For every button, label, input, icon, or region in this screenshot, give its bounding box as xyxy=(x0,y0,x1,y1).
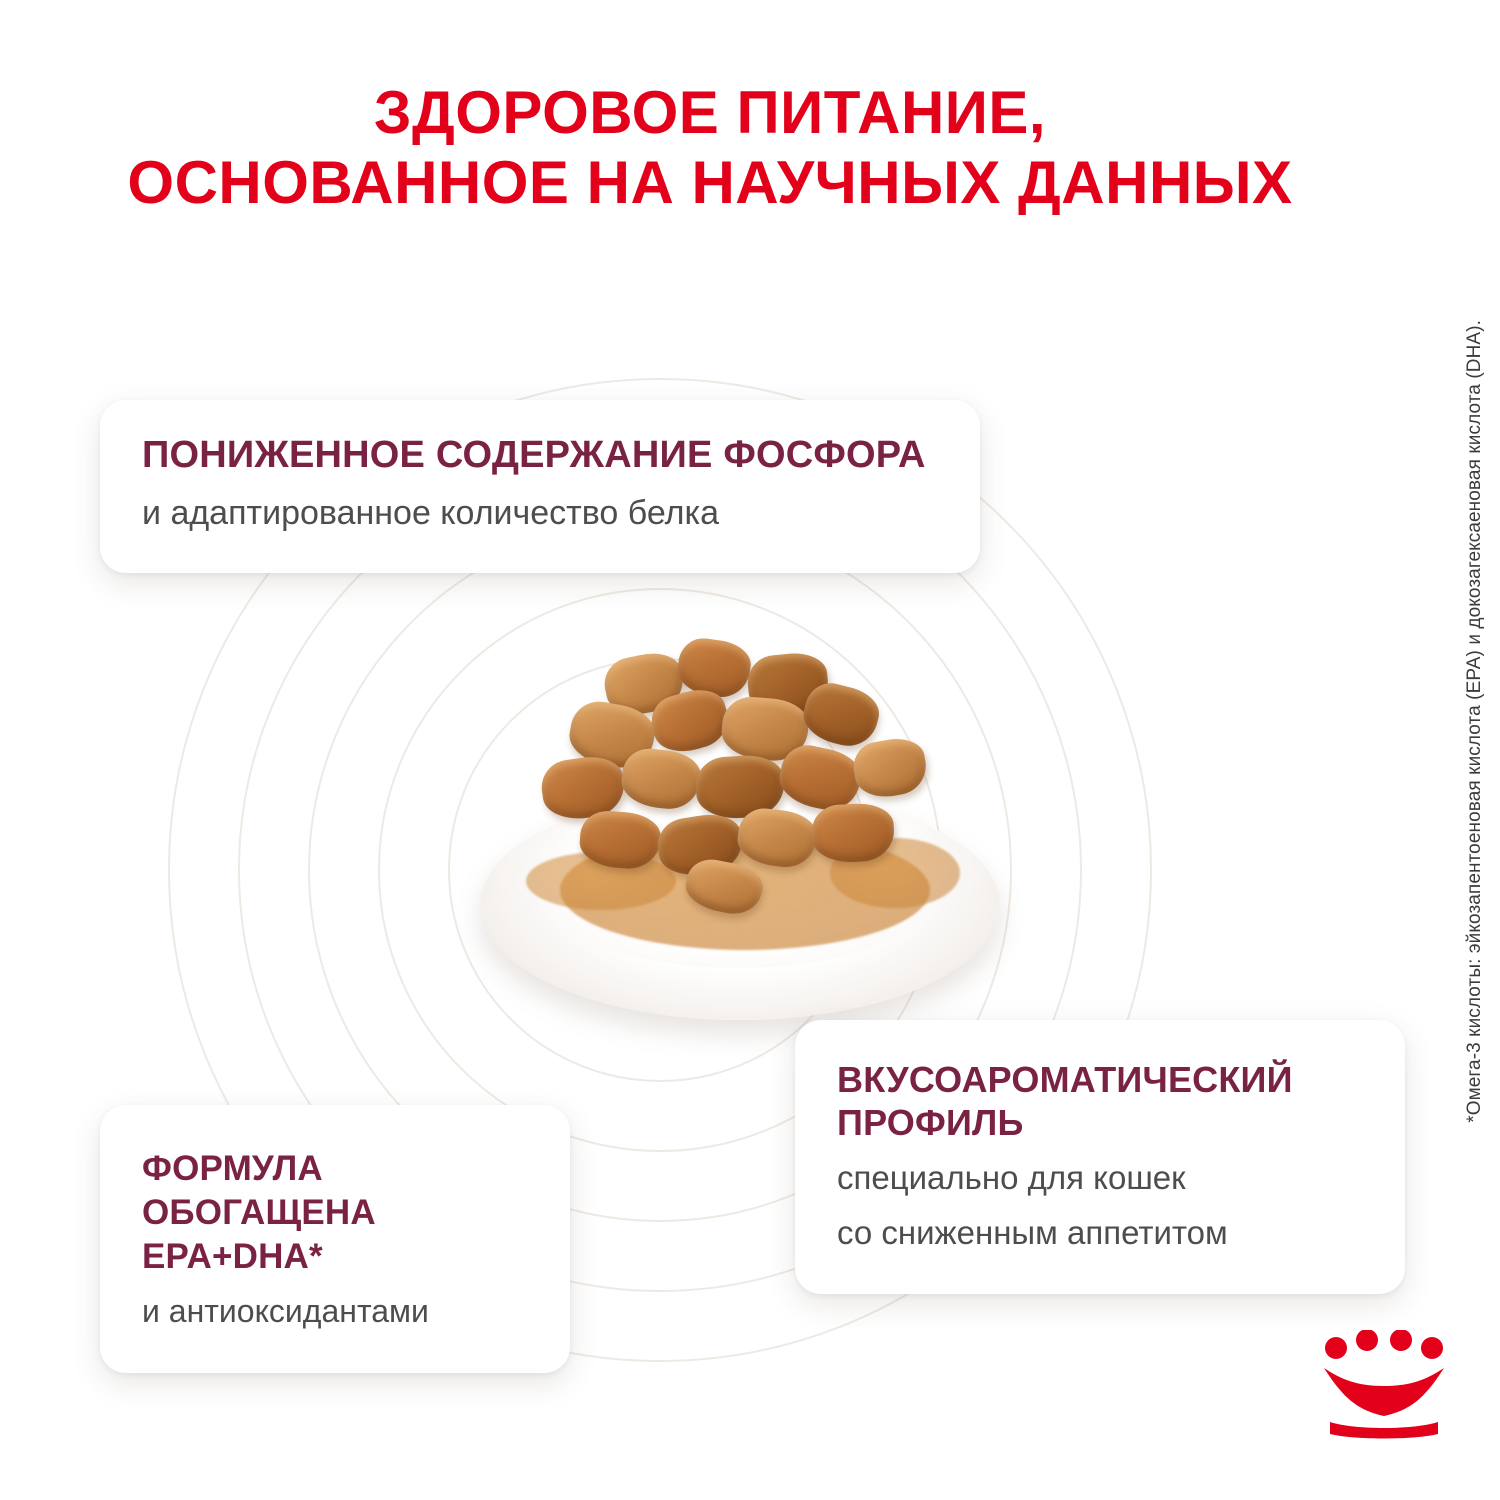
food-illustration xyxy=(430,620,1050,1040)
page-title-line-1: ЗДОРОВОЕ ПИТАНИЕ, xyxy=(373,79,1047,146)
card-title-line-2: EPA+DHA* xyxy=(142,1236,323,1276)
page-title xyxy=(0,78,1420,218)
card-subtitle-line-1: специально для кошек xyxy=(837,1159,1186,1197)
card-title: ПОНИЖЕННОЕ СОДЕРЖАНИЕ ФОСФОРА xyxy=(142,434,926,476)
card-title-line-2: ПРОФИЛЬ xyxy=(837,1102,1024,1144)
food-chunk xyxy=(850,734,931,802)
royal-canin-crown-icon xyxy=(1314,1330,1454,1440)
card-epa-dha xyxy=(100,1105,570,1373)
card-subtitle: и адаптированное количество белка xyxy=(142,493,720,532)
card-title-line-1: ФОРМУЛА ОБОГАЩЕНА xyxy=(142,1149,376,1232)
card-reduced-phosphorus xyxy=(100,400,980,573)
card-subtitle-line-2: со сниженным аппетитом xyxy=(837,1214,1228,1252)
card-title-line-1: ВКУСОАРОМАТИЧЕСКИЙ xyxy=(837,1059,1293,1100)
card-aroma-profile xyxy=(795,1020,1405,1294)
footnote-text: *Омега-3 кислоты: эйкозапентоеновая кислота (EPA) и докозагексаеновая кислота (DHA). xyxy=(1464,320,1486,1123)
card-subtitle: и антиоксидантами xyxy=(142,1293,429,1330)
page-title-line-2: ОСНОВАННОЕ НА НАУЧНЫХ ДАННЫХ xyxy=(127,149,1293,217)
